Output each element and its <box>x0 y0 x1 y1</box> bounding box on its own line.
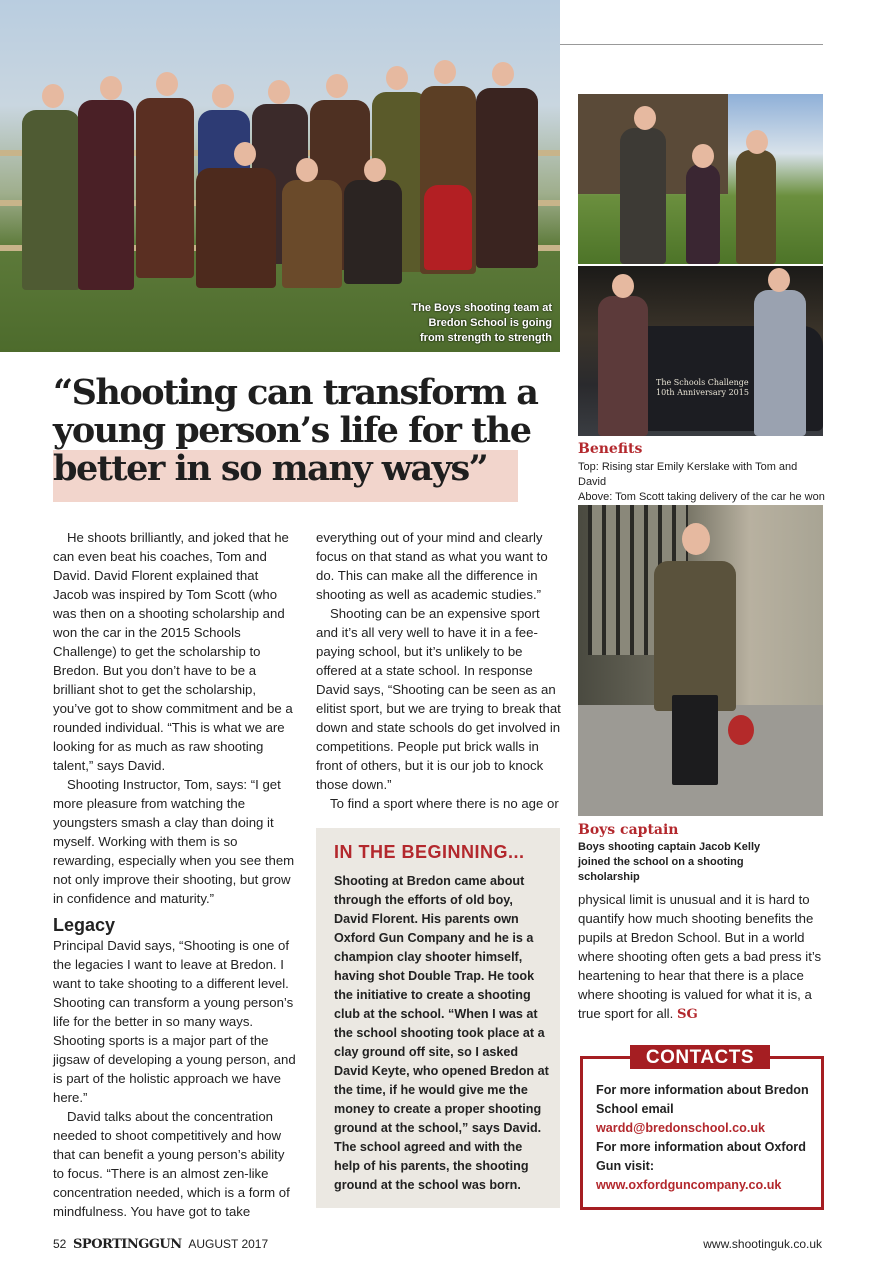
person-figure <box>686 164 720 264</box>
person-figure <box>344 180 402 284</box>
page-number: 52 <box>53 1237 67 1251</box>
paragraph: Principal David says, “Shooting is one of the legacies I want to leave at Bredon. I want to take shooting to a different level. Shooting can transform a young person’s life for the better in so many ways. Shooting sports is a major part of the jigsaw of developing a young person, and is part of the holistic approach we have here.” <box>53 938 296 1105</box>
pull-quote <box>53 374 553 488</box>
person-head <box>768 268 790 292</box>
person-head <box>692 144 714 168</box>
magazine-logo: SPORTINGGUN <box>73 1237 182 1252</box>
person-head <box>268 80 290 104</box>
person-head <box>296 158 318 182</box>
person-head <box>100 76 122 100</box>
benefits-car-photo <box>578 266 823 436</box>
person-figure <box>598 296 648 436</box>
paragraph: Shooting Instructor, Tom, says: “I get more pleasure from watching the youngsters smash a clay than doing it myself. Working with them is so rewarding, especially when you see them not only improve their shooting, but grow in confidence and maturity.” <box>53 777 295 906</box>
person-figure <box>476 88 538 268</box>
person-head <box>364 158 386 182</box>
benefits-caption-title: Benefits <box>578 441 643 457</box>
benefits-caption-line: Above: Tom Scott taking delivery of the car he won <box>578 491 825 503</box>
in-the-beginning-box <box>316 828 560 1208</box>
article-column-3 <box>578 890 824 1024</box>
team-photo <box>0 0 560 352</box>
person-figure <box>196 168 276 288</box>
trap-machine <box>728 715 754 745</box>
pull-quote-line: young person’s life for the <box>53 410 531 451</box>
person-head <box>386 66 408 90</box>
person-head <box>234 142 256 166</box>
benefits-caption-text <box>578 460 828 505</box>
person-figure <box>136 98 194 278</box>
benefits-top-photo <box>578 94 823 264</box>
footer-website[interactable]: www.shootinguk.co.uk <box>703 1237 822 1251</box>
person-figure <box>736 150 776 264</box>
person-head <box>156 72 178 96</box>
paragraph: Shooting can be an expensive sport and it’s all very well to have it in a fee-paying school, but it’s unlikely to be offered at a state school. In response David says, “Shooting can be seen as an elitist sport, but we are trying to break that down and state schools do get involved in competitions. People put brick walls in front of others, but it is our job to knock those down.” <box>316 606 561 792</box>
top-rule <box>560 44 823 45</box>
person-figure <box>78 100 134 290</box>
person-coat <box>654 561 736 711</box>
person-head <box>326 74 348 98</box>
person-figure <box>282 180 342 288</box>
person-figure <box>22 110 80 290</box>
captain-photo <box>578 505 823 816</box>
article-column-2 <box>316 528 562 813</box>
contacts-line: For more information about Bredon School email <box>596 1083 809 1116</box>
car-decal <box>656 378 756 398</box>
benefits-caption-line: Top: Rising star Emily Kerslake with Tom and David <box>578 461 798 488</box>
paragraph: everything out of your mind and clearly focus on that stand as what you want to do. This can make all the difference in shooting as well as academic studies.” <box>316 530 548 602</box>
oxford-gun-link[interactable]: www.oxfordguncompany.co.uk <box>596 1178 782 1192</box>
paragraph <box>578 890 824 1024</box>
car-decal-title: The Schools Challenge <box>656 378 749 387</box>
team-photo-caption: The Boys shooting team at Bredon School is going from strength to strength <box>411 302 552 344</box>
paragraph: David talks about the concentration needed to shoot competitively and how that can benefit a young person’s ability to focus. “There is an almost zen-like concentration needed, which is a form of mindfulness. You have got to take <box>53 1109 290 1219</box>
contacts-line: For more information about Oxford Gun visit: <box>596 1140 806 1173</box>
captain-caption-title: Boys captain <box>578 822 679 838</box>
person-head <box>212 84 234 108</box>
article-column-1 <box>53 528 297 1221</box>
person-head <box>434 60 456 84</box>
bredon-email-link[interactable]: wardd@bredonschool.co.uk <box>596 1121 766 1135</box>
person-figure <box>754 290 806 436</box>
person-head <box>634 106 656 130</box>
car-decal-sub: 10th Anniversary 2015 <box>656 388 749 397</box>
person-head <box>492 62 514 86</box>
captain-caption-text: Boys shooting captain Jacob Kelly joined the school on a shooting scholarship <box>578 841 761 883</box>
section-heading-legacy: Legacy <box>53 915 116 935</box>
person-head <box>682 523 710 555</box>
person-head <box>612 274 634 298</box>
paragraph: To find a sport where there is no age or <box>330 796 559 811</box>
box-text: Shooting at Bredon came about through the efforts of old boy, David Florent. His parents own Oxford Gun Company and he is a champion clay shooter himself, having shot Double Trap. He took the initiative to create a shooting club at the school. “When I was at the school shooting took place at a clay ground off site, so I asked David Keyte, who opened Bredon at the time, if he would give me the money to create a proper shooting ground at the school,” says David. The school agreed and with the help of his parents, the shooting ground at the school was born. <box>334 874 549 1192</box>
pull-quote-line: better in so many ways” <box>53 448 488 489</box>
person-trousers <box>672 695 718 785</box>
person-head <box>746 130 768 154</box>
contacts-title: CONTACTS <box>630 1045 770 1069</box>
paragraph: He shoots brilliantly, and joked that he can even beat his coaches, Tom and David. David Florent explained that Jacob was inspired by Tom Scott (who was then on a shooting scholarship and won the car in the 2015 Schools Challenge) to get the scholarship to Bredon. But you don’t have to be a brilliant shot to get the scholarship, you’ve got to show commitment and be a rounded individual. “This is what we are looking for as much as raw shooting talent,” says David. <box>53 530 293 773</box>
person-trousers <box>424 185 472 270</box>
box-title: IN THE BEGINNING... <box>334 842 525 862</box>
contacts-text <box>596 1081 811 1195</box>
sign-off: SG <box>676 1007 698 1022</box>
closing-text: physical limit is unusual and it is hard to quantify how much shooting benefits the pupils at Bredon School. But in a world where shooting often gets a bad press it’s heartening to hear that there is a place where shooting is valued for what it is, a true sport for all. <box>578 892 822 1021</box>
pull-quote-line: “Shooting can transform a <box>53 372 538 413</box>
person-head <box>42 84 64 108</box>
person-figure <box>620 128 666 264</box>
footer-left <box>53 1237 268 1252</box>
issue-date: AUGUST 2017 <box>188 1237 269 1251</box>
